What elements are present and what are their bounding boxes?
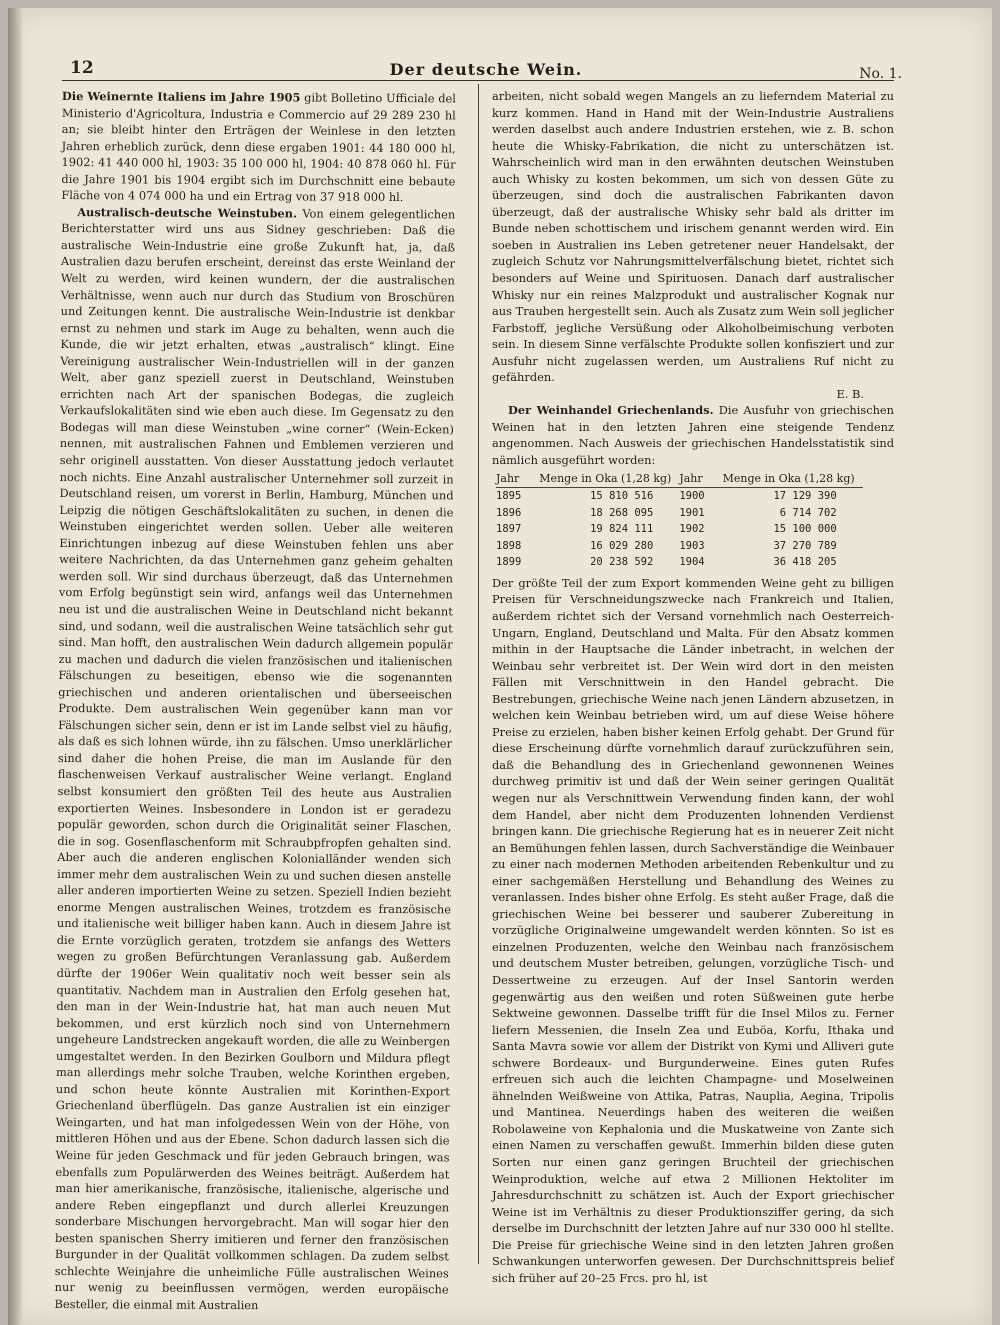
table-cell-year: 1899 — [496, 556, 522, 569]
table-header-row — [496, 471, 863, 488]
table-header-quantity: Menge in Oka (1,28 kg) — [723, 471, 863, 488]
table-cell-quantity: 15 810 516 — [590, 490, 654, 503]
table-cell-quantity: 36 418 205 — [773, 556, 837, 569]
table-cell-year: 1900 — [679, 490, 705, 503]
article-australian-wine-bars — [55, 204, 456, 1315]
table-cell-quantity: 37 270 789 — [773, 539, 837, 552]
article-body: gibt Bolletino Ufficiale del Ministerio d'Agricoltura, Industria e Commercio auf 29 289 230 hl an; sie bleibt hinter den Erträgen der Weinlese in den letzten Jahren erheblich zurück, denn diese ergaben 1901: 44 180 000 hl, 1902: 41 440 000 hl, 1903: 35 100 000 hl, 1904: 40 878 060 hl. Für die Jahre 1901 bis 1904 ergibt sich im Durchschnitt eine bebaute Fläche von 4 074 000 ha und ein Ertrag von 37 918 000 hl. — [61, 90, 456, 205]
author-signature: E. B. — [836, 386, 864, 401]
table-cell-quantity: 15 100 000 — [773, 523, 837, 536]
issue-number: No. 1. — [859, 66, 902, 82]
table-cell-quantity: 17 129 390 — [773, 490, 837, 503]
table-row — [496, 505, 863, 522]
article-body: Von einem gelegentlichen Berichterstatter wird uns aus Sidney geschrieben: Daß die australische Wein-Industrie eine große Zukunft hat, ja, daß Australien dazu berufen erscheint, dereinst das erste Weinland der Welt zu werden, wird keinen wundern, der die australischen Verhältnisse, wenn auch nur durch das Studium von Broschüren und Zeitungen kennt. Die australische Wein-Industrie ist denkbar ernst zu nehmen und stark im Auge zu behalten, wenn auch die Kunde, die wir jetzt erhalten, etwas „australisch“ klingt. Eine Vereinigung australischer Wein-Industriellen will in der ganzen Welt, aber ganz speziell zuerst in Deutschland, Weinstuben errichten nach Art der spanischen Bodegas, die zugleich Verkaufslokalitäten sind wie eben auch diese. Im Gegensatz zu den Bodegas will man diese Weinstuben „wine corner“ (Wein-Ecken) nennen, mit australischen Fahnen und Emblemen verzieren und sehr originell ausstatten. Von dieser Ausstattung jedoch verlautet noch nichts. Eine Anzahl australischer Unternehmer soll zurzeit in Deutschland reisen, um vorerst in Berlin, Hamburg, München und Leipzig die nötigen Geschäftslokalitäten zu suchen, in denen die Weinstuben eingerichtet werden sollen. Ueber alle weiteren Einrichtungen inbezug auf diese Weinstuben fehlen uns aber weitere Nachrichten, da das Unternehmen ganz geheim gehalten werden soll. Wir sind durchaus überzeugt, daß das Unternehmen vom Erfolg begünstigt sein wird, anfangs weil das Unternehmen neu ist und die australischen Weine in Deutschland nicht bekannt sind, und sodann, weil die australischen Weine tatsächlich sehr gut sind. Man hofft, den australischen Wein dadurch allgemein populär zu machen und dadurch die vielen französischen und italienischen Fälschungen zu beseitigen, ebenso wie die sogenannten griechischen und anderen orientalischen und überseeischen Produkte. Dem australischen Wein gegenüber kann man vor Fälschungen sicher sein, denn er ist im Lande selbst viel zu häufig, als daß es sich lohnen würde, ihn zu fälschen. Umso unerklärlicher sind daher die hohen Preise, die man im Auslande für den flaschenweisen Verkauf australischer Weine verlangt. England selbst konsumiert den größten Teil des heute aus Australien exportierten Weines. Insbesondere in London ist er geradezu populär geworden, schon durch die Originalität seiner Flaschen, die in sog. Gosenflaschenform mit Schraubpfropfen gehalten sind. Aber auch die anderen englischen Kolonialländer wenden sich immer mehr dem australischen Wein zu und suchen diesen anstelle aller anderen importierten Weine zu setzen. Speziell Indien bezieht enorme Mengen australischen Weines, trotzdem es französische und italienische weit billiger haben kann. Auch in diesem Jahre ist die Ernte vorzüglich geraten, trotzdem sie anfangs des Wetters wegen zu großen Befürchtungen Veranlassung gab. Außerdem dürfte der 1906er Wein qualitativ noch weit besser sein als quantitativ. Nachdem man in Australien den Erfolg gesehen hat, den man in der Wein-Industrie hat, hat man auch neuen Mut bekommen, und erst kürzlich noch sind von Unternehmern ungeheure Landstrecken angekauft worden, die alle zu Weinbergen umgestaltet werden. In den Bezirken Goulborn und Mildura pflegt man allerdings mehr solche Trauben, welche Korinthen ergeben, und schon heute könnte Australien mit Korinthen-Export Griechenland überflügeln. Das ganze Australien ist ein einziger Weingarten, und hat man infolgedessen Wein von der Höhe, von mittleren Höhen und aus der Ebene. Schon dadurch lassen sich die Weine für jeden Geschmack und für jeden Gebrauch bringen, was ebenfalls zum Populärwerden des Weines beiträgt. Außerdem hat man hier amerikanische, französische, italienische, algerische und andere Reben eingepflanzt und durch allerlei Kreuzungen sonderbare Mischungen hervorgebracht. Man will sogar hier den besten spanischen Sherry imitieren und ferner den französischen Burgunder in der Qualität vollkommen schlagen. Da zudem selbst schlechte Weinjahre die unheimliche Fülle australischen Weines nur wenig zu beeinflussen vermögen, werden europäische Besteller, die einmal mit Australien — [54, 206, 456, 1313]
table-row — [496, 488, 863, 505]
article-body: Der größte Teil der zum Export kommenden Weine geht zu billigen Preisen für Verschneidungszwecke nach Frankreich und Italien, außerdem richtet sich der Versand vornehmlich nach Oesterreich-Ungarn, England, Deutschland und Malta. Für den Absatz kommen mithin in der Hauptsache die Länder inbetracht, in welchen der Weinbau sehr verbreitet ist. Der Wein wird dort in den meisten Fällen mit Verschnittwein in den Handel gebracht. Die Bestrebungen, griechische Weine nach jenen Ländern abzusetzen, in welchen kein Weinbau betrieben wird, um auf diese Weise höhere Preise zu erzielen, haben bisher keinen Erfolg gehabt. Der Grund für diese Erscheinung dürfte vornehmlich darauf zurückzuführen sein, daß die Behandlung des in Griechenland gewonnenen Weines durchweg primitiv ist und daß der Wein seiner geringen Qualität wegen nur als Verschnittwein Verwendung finden kann, der wohl dem Handel, aber nicht dem Produzenten lohnenden Verdienst bringen kann. Die griechische Regierung hat es in neuerer Zeit nicht an Bemühungen fehlen lassen, durch Sachverständige die Weinbauer zu einer nach modernen Methoden arbeitenden Rebenkultur und zu einer sachgemäßen Herstellung und Behandlung des Weines zu veranlassen. Indes bisher ohne Erfolg. Es steht außer Frage, daß die griechischen Weine bei besserer und sauberer Zubereitung in vorzügliche Originalweine umgewandelt werden könnten. So ist es einzelnen Produzenten, welche den Weinbau nach französischem und deutschem Muster betreiben, gelungen, vorzügliche Tisch- und Dessertweine zu erzeugen. Auf der Insel Santorin werden gegenwärtig aus den weißen und roten Süßweinen gute herbe Sektweine gewonnen. Dasselbe trifft für die Insel Milos zu. Ferner liefern Messenien, die Inseln Zea und Euböa, Korfu, Ithaka und Santa Mavra sowie vor allem der Distrikt von Kymi und Alliveri gute schwere Bordeaux- und Burgunderweine. Eines guten Rufes erfreuen sich auch die leichten Champagne- und Moselweinen ähnelnden Weißweine von Attika, Patras, Nauplia, Aegina, Tripolis und Mantinea. Neuerdings haben des weiteren die weißen Robolaweine von Kephalonia und die Muskatweine von Zante sich einen Namen zu verschaffen gewußt. Immerhin bilden diese guten Sorten nur einen ganz geringen Bruchteil der griechischen Weinproduktion, welche auf etwa 2 Millionen Hektoliter im Jahresdurchschnitt zu schätzen ist. Auch der Export griechischer Weine ist im Verhältnis zu dieser Produktionsziffer gering, da sich derselbe im Durchschnitt der letzten Jahre auf nur 330 000 hl stellte. Die Preise für griechische Weine sind in den letzten Jahren großen Schwankungen unterworfen gewesen. Der Durchschnittspreis belief sich früher auf 20–25 Frcs. pro hl, ist — [492, 575, 894, 1285]
table-row — [496, 538, 863, 555]
table-header-year: Jahr — [496, 471, 539, 488]
table-cell-quantity: 6 714 702 — [779, 506, 837, 519]
table-cell-year: 1902 — [679, 523, 705, 536]
table-header-year: Jahr — [679, 471, 722, 488]
table-cell-year: 1903 — [679, 539, 705, 552]
article-body: arbeiten, nicht sobald wegen Mangels an zu lieferndem Material zu kurz kommen. Hand in Hand mit der Wein-Industrie Australiens werden daselbst auch andere Industrien erstehen, wie z. B. schon heute die Whisky-Fabrikation, die nicht zu unterschätzen ist. Wahrscheinlich wird man in den erwähnten deutschen Weinstuben auch Whisky zu kosten bekommen, um sich von dessen Güte zu überzeugen, sind doch die australischen Fabrikanten davon überzeugt, daß der australische Whisky sehr bald als dritter im Bunde neben schottischem und irischem genannt werden wird. Ein soeben in Australien ins Leben getretener neuer Handelsakt, der zugleich Schutz vor Nahrungsmittelverfälschung bietet, richtet sich besonders auf Weine und Spirituosen. Danach darf australischer Whisky nur ein reines Malzprodukt und australischer Kognak nur aus Trauben hergestellt sein. Auch als Zusatz zum Wein soll jeglicher Farbstoff, jegliche Versüßung oder Alkoholbeimischung verboten sein. In diesem Sinne verfälschte Produkte sollen konfisziert und zur Ausfuhr nicht zugelassen werden, um Australiens Ruf nicht zu gefährden. — [492, 89, 894, 385]
right-column — [492, 88, 894, 1286]
article-title: Die Weinernte Italiens im Jahre 1905 — [61, 88, 301, 105]
article-greek-wine-trade — [492, 402, 894, 468]
article-greek-wine-trade-continued — [492, 575, 894, 1287]
table-row — [496, 554, 863, 571]
table-cell-year: 1895 — [496, 490, 522, 503]
article-body: Die Ausfuhr von griechischen Weinen hat in den letzten Jahren eine steigende Tendenz angenommen. Nach Ausweis der griechischen Handelsstatistik sind nämlich ausgeführt worden: — [492, 403, 894, 468]
table-cell-year: 1897 — [496, 523, 522, 536]
article-title: Der Weinhandel Griechenlands. — [508, 403, 714, 418]
table-cell-quantity: 16 029 280 — [590, 539, 654, 552]
table-cell-year: 1896 — [496, 506, 522, 519]
table-cell-quantity: 18 268 095 — [590, 506, 654, 519]
table-cell-year: 1898 — [496, 539, 522, 552]
journal-title: Der deutsche Wein. — [389, 60, 583, 79]
page-header — [70, 58, 902, 86]
page-number: 12 — [70, 58, 94, 78]
article-title: Australisch-deutsche Weinstuben. — [77, 204, 297, 221]
article-australian-continuation — [492, 88, 894, 386]
page-binding-edge — [8, 8, 22, 1325]
export-statistics-table — [496, 471, 863, 571]
column-divider — [478, 84, 479, 1264]
table-cell-quantity: 19 824 111 — [590, 523, 654, 536]
left-column — [55, 88, 456, 1315]
table-cell-quantity: 20 238 592 — [590, 556, 654, 569]
article-italy-harvest — [61, 88, 456, 206]
table-cell-year: 1904 — [679, 556, 705, 569]
table-cell-year: 1901 — [679, 506, 705, 519]
header-rule — [62, 80, 894, 81]
table-row — [496, 521, 863, 538]
table-header-quantity: Menge in Oka (1,28 kg) — [539, 471, 679, 488]
